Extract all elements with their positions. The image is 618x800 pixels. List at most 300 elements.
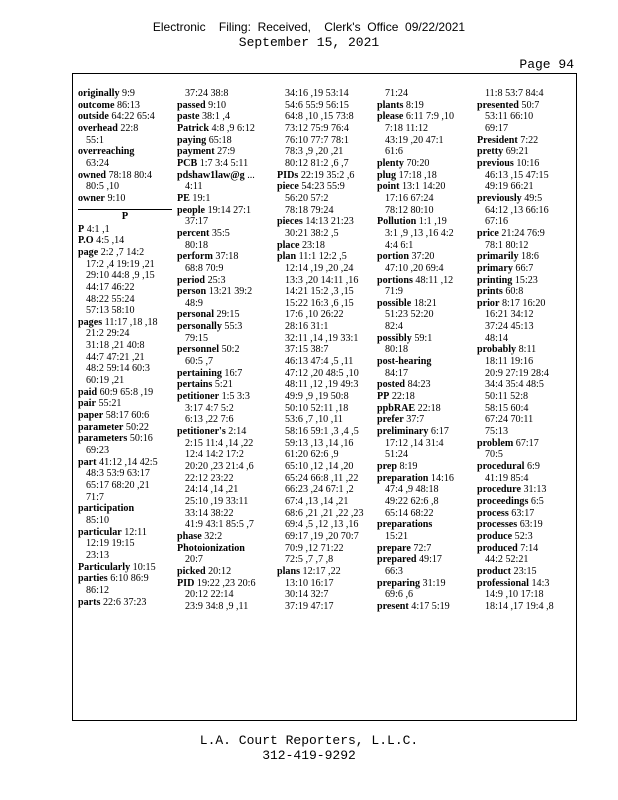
index-entry	[477, 146, 571, 158]
index-refs-continued: 32:11 ,14 ,19 33:1	[285, 332, 359, 344]
index-refs-continued: 48:22 55:24	[86, 293, 135, 305]
index-entry	[78, 193, 172, 205]
index-refs-continued: 29:10 44:8 ,9 ,15	[86, 270, 155, 282]
index-entry	[177, 158, 271, 170]
index-refs: 31:13	[520, 484, 547, 496]
index-refs-continued: 20:7	[185, 554, 203, 566]
index-entry	[177, 123, 271, 135]
index-refs-continued: 66:23 ,24 67:1 ,2	[285, 484, 354, 496]
index-headword: prep	[377, 461, 398, 472]
index-entry	[78, 597, 172, 609]
index-entry	[78, 573, 172, 585]
index-headword: ppbRAE	[377, 402, 416, 414]
index-headword: price	[477, 227, 499, 239]
index-entry	[377, 275, 471, 287]
index-refs-continued: 72:5 ,7 ,7 ,8	[285, 554, 334, 566]
index-refs: 21:24 76:9	[498, 227, 545, 239]
index-headword: PIDs	[277, 169, 299, 181]
index-refs: 49:17	[416, 554, 442, 566]
index-headword: produced	[477, 542, 518, 554]
index-headword: point	[377, 181, 400, 193]
index-refs: 19:22 ,23 20:6	[194, 577, 256, 589]
index-entry	[78, 398, 172, 410]
index-refs-continued: 17:6 ,10 26:22	[285, 309, 344, 321]
index-headword: Particularly	[78, 561, 131, 573]
index-headword: present	[377, 600, 409, 612]
index-headword: people	[177, 204, 206, 216]
index-entry	[477, 193, 571, 205]
index-refs-continued: 56:20 57:2	[285, 192, 329, 204]
index-entry	[78, 387, 172, 399]
index-refs: 37:7	[403, 414, 425, 426]
index-refs-continued: 63:24	[86, 157, 109, 169]
index-headword: owned	[78, 169, 107, 181]
index-headword: possibly	[377, 332, 412, 344]
index-refs-continued: 78:12 80:10	[385, 204, 434, 216]
index-refs: 22:6 37:23	[100, 596, 147, 608]
index-headword: plans	[277, 565, 301, 577]
index-headword: parties	[78, 573, 108, 585]
index-headword: participation	[78, 503, 135, 515]
index-refs: 37:18	[212, 251, 239, 263]
index-refs: 63:19	[517, 519, 543, 531]
index-headword: part	[78, 456, 97, 468]
index-headword: process	[477, 507, 509, 519]
index-refs-continued: 69:6 ,6	[385, 589, 414, 601]
index-entry	[177, 146, 271, 158]
index-entry	[78, 123, 172, 135]
index-refs: 66:7	[512, 262, 534, 274]
index-refs-continued: 12:4 14:2 17:2	[185, 449, 244, 461]
index-entry	[477, 158, 571, 170]
index-refs-continued: 14:21 15:2 ,3 ,15	[285, 286, 354, 298]
index-refs: 10:16	[513, 157, 540, 169]
index-refs-continued: 3:17 4:7 5:2	[185, 402, 234, 414]
index-refs-continued: 30:14 32:7	[285, 589, 329, 601]
index-refs: 12:11	[121, 526, 147, 538]
index-refs-continued: 18:11 19:16	[485, 356, 534, 368]
index-headword: previous	[477, 157, 514, 169]
index-refs-continued: 48:11 ,12 ,19 49:3	[285, 379, 359, 391]
index-refs-continued: 78:18 79:24	[285, 204, 334, 216]
index-headword: prefer	[377, 414, 404, 426]
index-refs-continued: 46:13 ,15 47:15	[485, 169, 549, 181]
index-entry	[177, 193, 271, 205]
index-entry	[277, 566, 371, 578]
index-refs: ...	[244, 169, 255, 181]
index-headword: paying	[177, 134, 207, 146]
index-headword: preparations	[377, 519, 433, 531]
index-refs-continued: 7:18 11:12	[385, 122, 429, 134]
index-refs: 67:17	[513, 437, 539, 449]
index-entry	[477, 100, 571, 112]
index-refs: 29:15	[214, 309, 240, 321]
index-entry	[177, 251, 271, 263]
index-refs-continued: 23:13	[86, 549, 109, 561]
index-headword: page	[78, 246, 99, 258]
index-refs-continued: 80:5 ,10	[86, 181, 120, 193]
index-entry	[78, 235, 172, 247]
index-refs-continued: 73:12 75:9 76:4	[285, 122, 349, 134]
index-refs: 2:14	[225, 426, 247, 438]
index-refs-continued: 15:21	[385, 530, 408, 542]
index-refs: 38:1 ,4	[199, 111, 230, 123]
index-refs-continued: 13:3 ,20 14:11 ,16	[285, 274, 359, 286]
index-entry	[377, 356, 471, 368]
index-refs: 5:21	[212, 379, 233, 391]
index-headword: pdshaw1law@g	[177, 169, 245, 181]
index-headword: PCB	[177, 157, 198, 169]
index-refs: 11:1 12:2 ,5	[296, 251, 347, 263]
index-refs-continued: 21:2 29:24	[86, 328, 130, 340]
index-headword: preparing	[377, 577, 420, 589]
index-refs: 23:18	[299, 239, 325, 251]
index-refs-continued: 65:10 ,12 ,14 ,20	[285, 461, 354, 472]
index-refs: 16:7	[221, 367, 243, 379]
index-entry	[477, 461, 571, 473]
index-refs-continued: 84:17	[385, 367, 408, 379]
index-refs-continued: 48:2 59:14 60:3	[86, 363, 150, 375]
index-refs: 78:18 80:4	[106, 169, 153, 181]
index-entry	[477, 135, 571, 147]
index-refs-continued: 75:13	[485, 426, 508, 438]
index-refs-continued: 34:4 35:4 48:5	[485, 379, 544, 391]
index-entry	[477, 228, 571, 240]
index-refs: 8:19	[397, 461, 418, 472]
index-refs: 4:1 ,1	[84, 223, 110, 235]
index-headword: please	[377, 111, 404, 123]
index-refs: 1:5 3:3	[219, 391, 250, 403]
index-refs-continued: 70:9 ,12 71:22	[285, 542, 344, 554]
index-headword: President	[477, 134, 518, 146]
index-refs: 54:23 55:9	[298, 181, 345, 193]
index-refs: 41:12 ,14 42:5	[96, 456, 158, 468]
index-entry	[477, 298, 571, 310]
index-refs-continued: 37:19 47:17	[285, 600, 334, 612]
index-headword: posted	[377, 379, 406, 391]
filing-date: September 15, 2021	[238, 35, 380, 50]
index-entry	[377, 298, 471, 310]
index-headword: period	[177, 274, 206, 286]
index-entry	[377, 111, 471, 123]
index-headword: parameters	[78, 433, 128, 445]
index-entry	[377, 426, 471, 438]
index-entry	[177, 170, 271, 182]
index-refs: 48:11 ,12	[412, 274, 454, 286]
index-refs-continued: 22:12 23:22	[185, 472, 234, 484]
index-headword: prior	[477, 297, 500, 309]
index-entry	[177, 344, 271, 356]
index-refs: 6:11 7:9 ,10	[403, 111, 455, 123]
index-entry	[477, 263, 571, 275]
index-entry	[477, 344, 571, 356]
index-headword: PE	[177, 192, 190, 204]
index-refs-continued: 28:16 31:1	[285, 321, 329, 333]
index-entry	[277, 181, 371, 193]
index-refs: 22:18	[415, 402, 441, 414]
index-entry	[177, 368, 271, 380]
index-refs-continued: 59:13 ,13 ,14 ,16	[285, 437, 354, 449]
index-refs-continued: 60:19 ,21	[86, 375, 125, 387]
index-entry	[277, 251, 371, 263]
index-headword: probably	[477, 344, 517, 356]
index-headword: person	[177, 286, 207, 298]
index-headword: prepared	[377, 554, 417, 566]
index-refs: 70:20	[403, 157, 430, 169]
index-entry	[177, 321, 271, 333]
index-entry	[377, 100, 471, 112]
index-refs: 50:22	[123, 421, 149, 433]
index-entry	[377, 158, 471, 170]
index-refs-continued: 44:7 47:21 ,21	[86, 351, 145, 363]
index-entry	[177, 205, 271, 217]
index-entry	[78, 457, 172, 469]
index-headword: personally	[177, 321, 222, 333]
index-refs-continued: 64:12 ,13 66:16	[485, 204, 549, 216]
index-headword: outcome	[78, 99, 115, 111]
index-entry	[78, 562, 172, 574]
index-refs: 7:14	[517, 542, 539, 554]
index-headword: product	[477, 565, 512, 577]
index-refs-continued: 18:14 ,17 19:4 ,8	[485, 600, 554, 612]
index-refs-continued: 71:7	[86, 491, 104, 503]
index-refs-continued: 46:13 47:4 ,5 ,11	[285, 356, 354, 368]
index-column-4	[377, 88, 471, 613]
index-headword: problem	[477, 437, 514, 449]
index-headword: plants	[377, 99, 404, 111]
index-refs-continued: 50:10 52:11 ,18	[285, 402, 349, 414]
index-refs-continued: 71:24	[385, 88, 408, 99]
index-refs: 9:10	[104, 192, 126, 204]
index-refs-continued: 78:1 80:12	[485, 239, 529, 251]
index-refs: 60:9 65:8 ,19	[97, 386, 154, 398]
index-refs: 59:1	[411, 332, 433, 344]
index-refs-continued: 16:21 34:12	[485, 309, 534, 321]
index-refs: 18:6	[518, 251, 539, 263]
index-refs-continued: 71:9	[385, 286, 403, 298]
index-refs-continued: 12:14 ,19 ,20 ,24	[285, 262, 354, 274]
index-entry	[78, 88, 172, 100]
index-refs: 6:9	[524, 461, 540, 472]
index-refs: 7:22	[517, 134, 539, 146]
index-headword: Photoionization	[177, 542, 245, 554]
index-refs: 13:1 14:20	[399, 181, 446, 193]
index-headword: possible	[377, 297, 412, 309]
index-entry	[78, 433, 172, 445]
index-refs: 31:19	[420, 577, 446, 589]
index-refs: 18:21	[411, 297, 437, 309]
index-entry	[78, 410, 172, 422]
index-headword: prepare	[377, 542, 411, 554]
index-refs-continued: 2:15 11:4 ,14 ,22	[185, 437, 254, 449]
index-headword: parameter	[78, 421, 124, 433]
index-refs: 12:17 ,22	[300, 565, 341, 577]
index-headword: proceedings	[477, 495, 529, 507]
index-entry	[477, 543, 571, 555]
index-refs: 50:16	[127, 433, 153, 445]
index-refs-continued: 24:14 ,14 ,21	[185, 484, 239, 496]
index-headword: perform	[177, 251, 213, 263]
index-refs-continued: 65:24 66:8 ,11 ,22	[285, 472, 359, 484]
index-refs: 6:5	[528, 495, 544, 507]
index-entry	[177, 426, 271, 438]
index-entry	[377, 554, 471, 566]
index-entry	[177, 100, 271, 112]
index-refs-continued: 69:23	[86, 445, 109, 457]
index-entry	[177, 379, 271, 391]
index-refs-continued: 20:9 27:19 28:4	[485, 367, 549, 379]
index-refs: 4:17 5:19	[408, 600, 450, 612]
index-headword: pertains	[177, 379, 213, 391]
index-refs: 22:8	[117, 122, 139, 134]
index-entry	[277, 170, 371, 182]
index-entry	[377, 543, 471, 555]
index-refs-continued: 43:19 ,20 47:1	[385, 134, 444, 146]
index-headword: overhead	[78, 122, 118, 134]
index-refs-continued: 4:11	[185, 181, 203, 193]
index-headword: pretty	[477, 146, 504, 158]
index-refs: 9:10	[205, 99, 227, 111]
index-refs: 10:15	[130, 561, 156, 573]
index-entry	[177, 135, 271, 147]
index-headword: paper	[78, 410, 104, 422]
index-headword: primary	[477, 262, 513, 274]
index-headword: personal	[177, 309, 215, 321]
index-refs-continued: 20:12 22:14	[185, 589, 234, 601]
index-refs-continued: 37:24 45:13	[485, 321, 534, 333]
index-refs: 55:21	[95, 398, 122, 410]
index-entry	[78, 317, 172, 329]
index-refs-continued: 23:9 34:8 ,9 ,11	[185, 600, 249, 612]
index-headword: paid	[78, 386, 98, 398]
index-headword: processes	[477, 519, 518, 531]
index-headword: printing	[477, 274, 513, 286]
index-refs: 49:5	[521, 192, 543, 204]
section-rule	[78, 209, 172, 210]
index-refs-continued: 49:9 ,9 ,19 50:8	[285, 391, 349, 403]
index-refs: 14:3	[528, 577, 550, 589]
index-entry	[78, 422, 172, 434]
index-refs-continued: 79:15	[185, 332, 208, 344]
index-entry	[78, 170, 172, 182]
index-headword: particular	[78, 526, 122, 538]
footer-company: L.A. Court Reporters, L.L.C.	[199, 733, 419, 748]
index-refs-continued: 54:6 55:9 56:15	[285, 99, 349, 111]
index-entry	[477, 286, 571, 298]
footer-phone: 312-419-9292	[262, 748, 356, 763]
index-entry	[177, 391, 271, 403]
index-entry	[477, 578, 571, 590]
index-refs: 84:23	[405, 379, 431, 391]
index-headword: paste	[177, 111, 200, 123]
index-refs: 60:8	[502, 286, 524, 298]
index-refs-continued: 3:1 ,9 ,13 ,16 4:2	[385, 227, 454, 239]
index-column-2	[177, 88, 271, 613]
index-entry	[377, 473, 471, 485]
index-refs-continued: 4:4 6:1	[385, 239, 414, 251]
index-refs-continued: 47:10 ,20 69:4	[385, 262, 444, 274]
index-refs-continued: 47:12 ,20 48:5 ,10	[285, 367, 359, 379]
index-refs: 9:9	[119, 88, 135, 99]
index-refs: 63:17	[508, 507, 535, 519]
index-refs-continued: 37:15 38:7	[285, 344, 329, 356]
index-headword: passed	[177, 99, 206, 111]
index-headword: phase	[177, 530, 202, 542]
index-entry	[377, 461, 471, 473]
index-refs-continued: 49:22 62:6 ,8	[385, 495, 439, 507]
index-refs-continued: 65:14 68:22	[385, 507, 434, 519]
index-entry	[377, 251, 471, 263]
index-entry	[177, 578, 271, 590]
index-refs-continued: 61:6	[385, 146, 403, 158]
index-refs: 6:10 86:9	[107, 573, 149, 585]
index-refs: 65:18	[206, 134, 232, 146]
index-refs: 2:2 ,7 14:2	[98, 246, 145, 258]
index-refs: 8:19	[403, 99, 424, 111]
index-refs: 64:22 65:4	[108, 111, 155, 123]
index-entry	[377, 601, 471, 613]
index-entry	[377, 216, 471, 228]
index-refs: 72:7	[410, 542, 432, 554]
index-headword: plug	[377, 169, 397, 181]
index-headword: plan	[277, 251, 297, 263]
index-headword: personnel	[177, 344, 220, 356]
index-refs: 1:1 ,19	[416, 216, 447, 228]
index-headword: plenty	[377, 157, 404, 169]
index-headword: procedure	[477, 484, 521, 496]
index-refs: 4:8 ,9 6:12	[208, 122, 255, 134]
index-entry	[477, 496, 571, 508]
index-column-5	[477, 88, 571, 613]
index-refs: 35:5	[209, 227, 230, 239]
index-headword: payment	[177, 146, 215, 158]
index-refs: 6:17	[428, 426, 449, 438]
index-refs-continued: 48:9	[185, 297, 203, 309]
index-refs: 22:19 35:2 ,6	[298, 169, 355, 181]
index-refs-continued: 69:17 ,19 ,20 70:7	[285, 530, 359, 542]
index-refs-continued: 41:19 85:4	[485, 472, 529, 484]
index-refs-continued: 68:6 ,21 ,21 ,22 ,23	[285, 507, 364, 519]
index-refs: 8:17 16:20	[499, 297, 546, 309]
index-refs-continued: 44:2 52:21	[485, 554, 529, 566]
index-refs-continued: 78:3 ,9 ,20 ,21	[285, 146, 344, 158]
index-entry	[377, 379, 471, 391]
index-headword: originally	[78, 88, 120, 99]
index-refs-continued: 67:4 ,13 ,14 ,21	[285, 495, 349, 507]
index-entry	[477, 519, 571, 531]
index-headword: P.O	[78, 235, 94, 247]
index-entry	[78, 527, 172, 539]
index-entry	[477, 438, 571, 450]
index-refs-continued: 65:17 68:20 ,21	[86, 480, 150, 491]
index-entry	[78, 111, 172, 123]
index-entry	[177, 309, 271, 321]
index-refs: 23:15	[511, 565, 537, 577]
index-refs-continued: 14:9 ,10 17:18	[485, 589, 544, 601]
index-headword: place	[277, 239, 300, 251]
index-refs-continued: 47:4 ,9 48:18	[385, 484, 439, 496]
index-headword: preparation	[377, 472, 429, 484]
index-refs: 14:16	[428, 472, 454, 484]
index-entry	[177, 275, 271, 287]
index-headword: owner	[78, 192, 105, 204]
index-headword: professional	[477, 577, 529, 589]
index-refs-continued: 12:19 19:15	[86, 538, 135, 550]
index-refs-continued: 17:12 ,14 31:4	[385, 437, 444, 449]
index-headword: pertaining	[177, 367, 222, 379]
index-refs-continued: 55:1	[86, 134, 104, 146]
index-headword: pages	[78, 316, 103, 328]
